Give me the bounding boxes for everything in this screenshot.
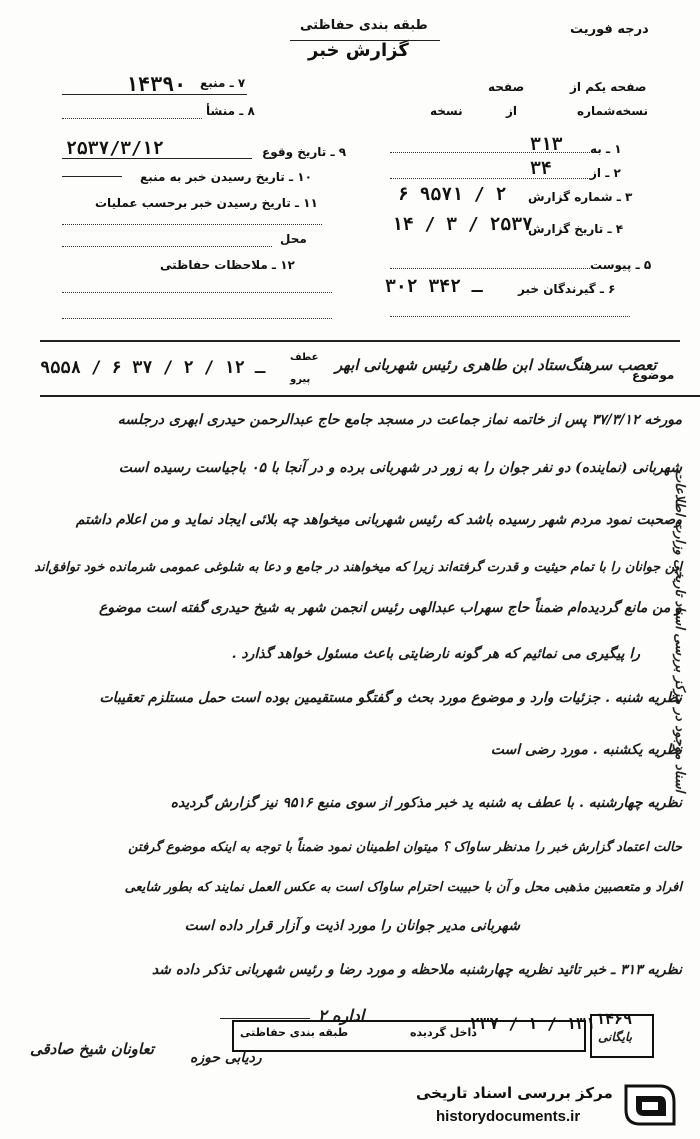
subject-divider [40,395,700,397]
body-line: شهربانی مدیر جوانان را مورد اذیت و آزار قرار داده است [184,918,520,934]
field-7-rule [62,94,247,95]
field-1-value: ۳۱۳ [530,134,563,155]
watermark-url: historydocuments.ir [436,1108,581,1125]
page-suffix: صفحه [488,80,525,94]
field-6-value: ۳۰۲ ـ ۳۴۲ [385,276,483,297]
copy-of: از [506,104,518,118]
field-6-label: ۶ ـ گیرندگان خبر [518,282,616,296]
field-2-label: ۲ ـ از [590,166,621,180]
signature-left: تعاونان شیخ صادقی [30,1040,154,1058]
stamp-sub: داخل گردیده [410,1026,477,1039]
body-line: و من مانع گردیده‌ام ضمناً حاج سهراب عبدالهی رئیس انجمن شهر به شیخ حیدری گفته است موضوع [99,600,682,616]
field-8-dots [62,118,202,119]
field-4-value: ۱۴ / ۳ / ۲۵۳۷ [392,214,533,235]
body-line: نظریه شنبه . جزئیات وارد و موضوع مورد بحث و گفتگو مستقیمین بوده است حمل مستلزم تعقیبات [99,690,682,706]
field-9-rule [62,158,252,159]
header-rule [290,40,440,41]
ref-label-bottom: پیرو [290,374,311,385]
field-3-value: ۶ ۹۵۷۱ / ۲ [398,184,507,205]
field-3-label: ۳ ـ شماره گزارش [528,190,633,204]
body-line: شهربانی (نماینده) دو نفر جوان را به زور در شهربانی برده و در آنجا با ۰۵ باجیاست رسیده است [118,460,682,476]
body-line: مورخه ۳۷/۳/۱۲ پس از خاتمه نماز جماعت در مسجد جامع حاج عبدالرحمن حیدری ابهری درجلسه [117,412,682,428]
stamp-number: ۲۳۷ / ۱ / ۱۳۱ [470,1014,596,1033]
dept-rule [220,1018,310,1019]
urgency-label: درجه فوریت [570,22,649,37]
dept-label: اداره ۲ [318,1006,365,1025]
field-9-value: ۲۵۳۷/۳/۱۲ [66,138,164,159]
subject-label: موضوع [632,368,675,382]
body-line: وصحبت نمود مردم شهر رسیده باشد که رئیس شهربانی میخواهد چه بلائی ایجاد نماید و من اعلام داشتم [75,512,682,528]
field-2-value: ۳۴ [530,158,552,179]
field-9-label: ۹ ـ تاریخ وقوع [262,145,347,159]
field-2-dots [390,178,590,179]
body-line: نظریه چهارشنبه . با عطف به شنبه ید خبر مذکور از سوی منبع ۹۵۱۶ نیز گزارش گردیده [170,795,682,811]
archive-label: بایگانی [598,1030,632,1044]
location-dots [62,246,272,247]
watermark-title: مرکز بررسی اسناد تاریخی [416,1084,613,1102]
field-12-dots-2 [62,318,332,319]
body-line: این جوانان را با تمام حیثیت و قدرت گرفته‌اند زیرا که میخواهند در جامع و دعا به شلوغی عمومی شرمانده خود توافق‌اند [34,560,682,575]
field-4-label: ۴ ـ تاریخ گزارش [528,222,624,236]
field-5-dots [390,268,590,269]
doc-type-title: گزارش خبر [308,40,409,61]
field-6-dots [390,316,630,317]
field-12-dots-1 [62,292,332,293]
archive-logo-icon [620,1080,680,1130]
ref-value: ۹۵۵۸ / ۶ ـ ۱۲ / ۲ / ۳۷ [40,358,266,378]
body-line: را پیگیری می نمائیم که هر گونه نارضایتی باعث مسئول خواهد گذارد . [231,646,640,662]
stamp-label: طبقه بندی حفاظتی [240,1026,349,1039]
body-line: نظریه یکشنبه . مورد رضی است [490,742,682,758]
subject-text: تعصب سرهنگ‌ستاد ابن طاهری رئیس شهربانی ابهر [335,356,657,374]
field-1-label: ۱ ـ به [590,142,622,156]
body-line: افراد و متعصبین مذهبی محل و آن با حبیبت احترام ساواک است به عکس العمل نمایند که بطور شایعی [124,880,682,895]
ref-label-top: عطف [290,352,319,363]
section-divider [40,340,680,342]
field-8-label: ۸ ـ منشأ [206,104,255,118]
body-line: نظریه ۳۱۳ ـ خبر تائید نظریه چهارشنبه ملاحظه و مورد رضا و رئیس شهربانی تذکر داده شد [151,962,682,978]
field-10-label: ۱۰ ـ تاریخ رسیدن خبر به منبع [140,170,312,184]
field-5-label: ۵ ـ پیوست [590,258,652,272]
field-12-label: ۱۲ ـ ملاحظات حفاظتی [160,258,295,272]
field-1-dots [390,152,590,153]
field-11-location: محل [280,232,307,246]
copy-suffix: نسخه [430,104,463,118]
page-label: صفحه یکم از [570,80,647,94]
margin-note: اسناد موجود در مرکز بررسی اسناد تاریخی وزارت اطلاعات [672,470,687,793]
field-11-dots [62,224,322,225]
copy-label: نسخه‌شماره [577,104,648,118]
signature-right: ردیابی حوزه [190,1050,262,1066]
field-11-label: ۱۱ ـ تاریخ رسیدن خبر برحسب عملیات [95,196,318,210]
field-10-dash [62,176,122,177]
body-line: حالت اعتماد گزارش خبر را مدنظر ساواک ؟ میتوان اطمینان نمود ضمناً با توجه به اینکه موضوع گرفتن [128,840,682,855]
field-7-label: ۷ ـ منبع [200,76,246,90]
field-7-value: ۱۴۳۹۰ [126,72,187,96]
classification-header: طبقه بندی حفاظتی [300,18,428,33]
archive-number: ۱۴۶۹ [596,1010,633,1028]
